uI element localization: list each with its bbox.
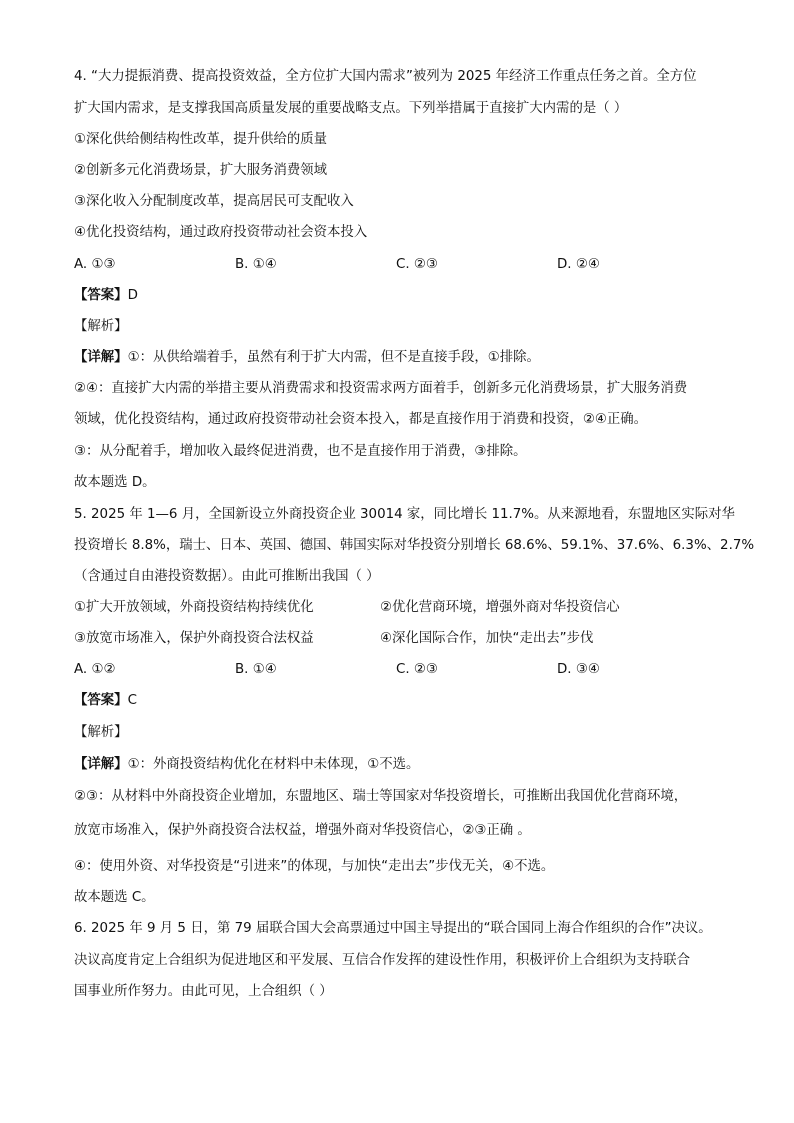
q4-item-1: ①深化供给侧结构性改革，提升供给的质量 bbox=[74, 132, 328, 147]
q4-item-4: ④优化投资结构，通过政府投资带动社会资本投入 bbox=[74, 225, 368, 240]
detail-text: ①：外商投资结构优化在材料中未体现，①不选。 bbox=[127, 757, 420, 772]
answer-tag: 【答案】 bbox=[74, 693, 128, 708]
detail-text: ①：从供给端着手，虽然有利于扩大内需，但不是直接手段，①排除。 bbox=[127, 350, 540, 365]
q5-detail-1 bbox=[74, 756, 419, 774]
q5-item-3: ③放宽市场准入，保护外商投资合法权益 bbox=[74, 631, 314, 646]
q5-option-b: B. ①④ bbox=[235, 662, 277, 677]
q5-stem-line-1: 5. 2025 年 1—6 月，全国新设立外商投资企业 30014 家，同比增长 11.7%。从来源地看，东盟地区实际对华 bbox=[74, 507, 735, 522]
q4-option-a: A. ①③ bbox=[74, 257, 116, 272]
q4-option-c: C. ②③ bbox=[396, 257, 438, 272]
q4-analysis-tag: 【解析】 bbox=[74, 319, 128, 334]
q5-analysis-tag: 【解析】 bbox=[74, 725, 128, 740]
q4-answer bbox=[74, 287, 138, 305]
q5-option-c: C. ②③ bbox=[396, 662, 438, 677]
q5-item-4: ④深化国际合作，加快“走出去”步伐 bbox=[380, 631, 594, 646]
answer-value: C bbox=[127, 693, 137, 708]
q5-item-2: ②优化营商环境，增强外商对华投资信心 bbox=[380, 600, 620, 615]
q5-option-a: A. ①② bbox=[74, 662, 116, 677]
q5-item-1: ①扩大开放领域，外商投资结构持续优化 bbox=[74, 600, 314, 615]
q5-conclusion: 故本题选 C。 bbox=[74, 890, 155, 905]
q4-detail-2: ②④：直接扩大内需的举措主要从消费需求和投资需求两方面着手，创新多元化消费场景，扩大服务消费 bbox=[74, 381, 688, 396]
q6-stem-line-2: 决议高度肯定上合组织为促进地区和平发展、互信合作发挥的建设性作用，积极评价上合组织为支持联合 bbox=[74, 953, 690, 968]
q4-item-3: ③深化收入分配制度改革，提高居民可支配收入 bbox=[74, 194, 354, 209]
q4-stem-line-2: 扩大国内需求，是支撑我国高质量发展的重要战略支点。下列举措属于直接扩大内需的是（ ） bbox=[74, 101, 628, 116]
q5-stem-line-2: 投资增长 8.8%，瑞士、日本、英国、德国、韩国实际对华投资分别增长 68.6%、59.1%、37.6%、6.3%、2.7% bbox=[74, 538, 755, 553]
q5-option-d: D. ③④ bbox=[557, 662, 600, 677]
q4-option-d: D. ②④ bbox=[557, 257, 600, 272]
q4-detail-1 bbox=[74, 349, 540, 367]
q6-stem-line-3: 国事业所作努力。由此可见，上合组织（ ） bbox=[74, 984, 333, 999]
q5-detail-4: ④：使用外资、对华投资是“引进来”的体现，与加快“走出去”步伐无关，④不选。 bbox=[74, 859, 555, 874]
q4-item-2: ②创新多元化消费场景，扩大服务消费领域 bbox=[74, 163, 328, 178]
q4-option-b: B. ①④ bbox=[235, 257, 277, 272]
detail-tag: 【详解】 bbox=[74, 350, 128, 365]
detail-tag: 【详解】 bbox=[74, 757, 128, 772]
q4-detail-3: 领域，优化投资结构，通过政府投资带动社会资本投入，都是直接作用于消费和投资，②④正确。 bbox=[74, 412, 648, 427]
q5-stem-line-3: （含通过自由港投资数据）。由此可推断出我国（ ） bbox=[74, 569, 380, 584]
q6-stem-line-1: 6. 2025 年 9 月 5 日，第 79 届联合国大会高票通过中国主导提出的“联合国同上海合作组织的合作”决议。 bbox=[74, 921, 712, 936]
q4-conclusion: 故本题选 D。 bbox=[74, 475, 156, 490]
q4-detail-4: ③：从分配着手，增加收入最终促进消费，也不是直接作用于消费，③排除。 bbox=[74, 444, 527, 459]
q5-detail-2: ②③：从材料中外商投资企业增加，东盟地区、瑞士等国家对华投资增长，可推断出我国优化营商环境， bbox=[74, 789, 688, 804]
q4-stem-line-1: 4. “大力提振消费、提高投资效益，全方位扩大国内需求”被列为 2025 年经济工作重点任务之首。全方位 bbox=[74, 69, 697, 84]
answer-tag: 【答案】 bbox=[74, 288, 128, 303]
q5-detail-3: 放宽市场准入，保护外商投资合法权益，增强外商对华投资信心，②③正确 。 bbox=[74, 823, 531, 838]
answer-value: D bbox=[127, 288, 138, 303]
q5-answer bbox=[74, 692, 137, 710]
